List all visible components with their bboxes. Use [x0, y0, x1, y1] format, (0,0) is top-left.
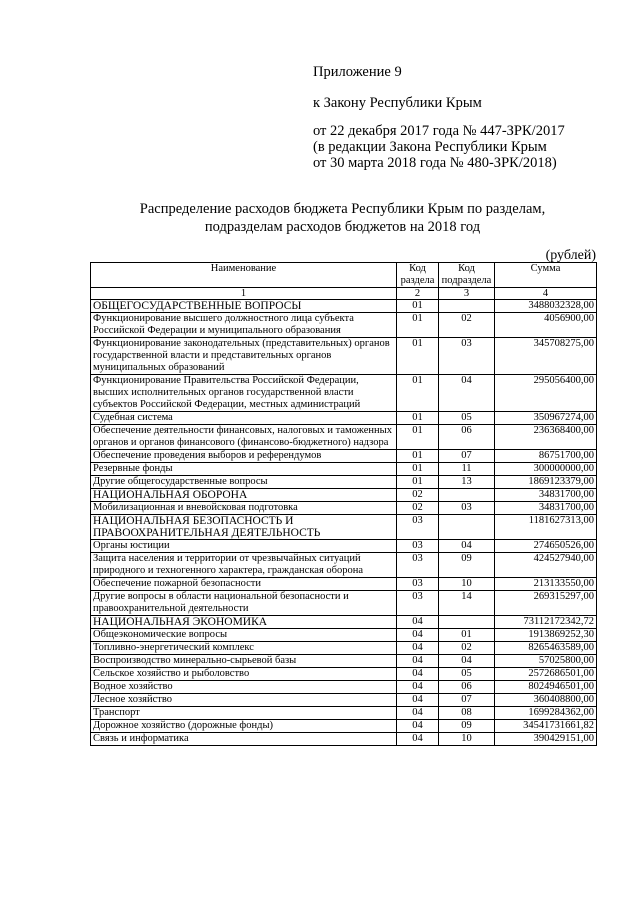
- row-section-code: 01: [397, 338, 439, 375]
- row-name: Другие вопросы в области национальной безопасности и правоохранительной деятельности: [91, 591, 397, 616]
- table-row: [91, 300, 597, 313]
- row-subsection-code: 02: [439, 313, 495, 338]
- row-sum: 269315297,00: [495, 591, 597, 616]
- edition-line-1: (в редакции Закона Республики Крым: [313, 139, 547, 155]
- table-row: [91, 489, 597, 502]
- table-header-row: [91, 263, 597, 288]
- header-subsection-line2: подраздела: [441, 275, 492, 286]
- table-row: [91, 375, 597, 412]
- table-row: [91, 502, 597, 515]
- row-subsection-code: 11: [439, 463, 495, 476]
- row-subsection-code: 10: [439, 578, 495, 591]
- row-name: Транспорт: [91, 707, 397, 720]
- row-section-code: 03: [397, 540, 439, 553]
- table-row: [91, 733, 597, 746]
- table-row: [91, 629, 597, 642]
- table-row: [91, 681, 597, 694]
- row-section-code: 01: [397, 425, 439, 450]
- row-subsection-code: 03: [439, 338, 495, 375]
- header-section-line1: Код: [409, 263, 426, 274]
- column-number-row: [91, 288, 597, 300]
- row-name: Общеэкономические вопросы: [91, 629, 397, 642]
- header-name: Наименование: [91, 263, 397, 288]
- row-subsection-code: 02: [439, 642, 495, 655]
- row-name: Обеспечение проведения выборов и референдумов: [91, 450, 397, 463]
- row-section-code: 02: [397, 502, 439, 515]
- title-line-2: подразделам расходов бюджетов на 2018 год: [204, 219, 481, 235]
- budget-table: [90, 262, 597, 746]
- row-name: Воспроизводство минерально-сырьевой базы: [91, 655, 397, 668]
- row-sum: 1869123379,00: [495, 476, 597, 489]
- row-subsection-code: 01: [439, 629, 495, 642]
- row-sum: 57025800,00: [495, 655, 597, 668]
- column-number: 1: [91, 288, 397, 300]
- row-sum: 1699284362,00: [495, 707, 597, 720]
- row-name: Резервные фонды: [91, 463, 397, 476]
- row-name: Другие общегосударственные вопросы: [91, 476, 397, 489]
- row-subsection-code: 07: [439, 450, 495, 463]
- column-number: 4: [495, 288, 597, 300]
- table-row: [91, 313, 597, 338]
- header-section-code: [397, 263, 439, 288]
- row-section-code: 04: [397, 655, 439, 668]
- table-row: [91, 540, 597, 553]
- row-subsection-code: 14: [439, 591, 495, 616]
- row-sum: 1181627313,00: [495, 515, 597, 540]
- row-name: Связь и информатика: [91, 733, 397, 746]
- header-sum: Сумма: [495, 263, 597, 288]
- row-subsection-code: 10: [439, 733, 495, 746]
- table-row: [91, 694, 597, 707]
- row-sum: 34541731661,82: [495, 720, 597, 733]
- row-subsection-code: 03: [439, 502, 495, 515]
- row-subsection-code: 05: [439, 412, 495, 425]
- row-sum: 390429151,00: [495, 733, 597, 746]
- row-name: Водное хозяйство: [91, 681, 397, 694]
- unit-label: (рублей): [545, 248, 596, 263]
- row-subsection-code: 04: [439, 655, 495, 668]
- row-subsection-code: [439, 300, 495, 313]
- row-section-code: 04: [397, 733, 439, 746]
- table-row: [91, 425, 597, 450]
- row-name: Обеспечение деятельности финансовых, налоговых и таможенных органов и органов финансового (финансово-бюджетного) надзора: [91, 425, 397, 450]
- row-subsection-code: 04: [439, 375, 495, 412]
- row-name: Сельское хозяйство и рыболовство: [91, 668, 397, 681]
- row-subsection-code: 04: [439, 540, 495, 553]
- law-reference: к Закону Республики Крым: [313, 95, 482, 111]
- row-sum: 34831700,00: [495, 502, 597, 515]
- table-row: [91, 450, 597, 463]
- table-row: [91, 655, 597, 668]
- row-section-code: 04: [397, 720, 439, 733]
- row-section-code: 04: [397, 694, 439, 707]
- row-sum: 8265463589,00: [495, 642, 597, 655]
- row-section-code: 04: [397, 642, 439, 655]
- row-section-code: 03: [397, 553, 439, 578]
- row-name: Судебная система: [91, 412, 397, 425]
- table-row: [91, 515, 597, 540]
- row-sum: 350967274,00: [495, 412, 597, 425]
- row-subsection-code: 13: [439, 476, 495, 489]
- column-number: 3: [439, 288, 495, 300]
- document-title: [90, 200, 595, 236]
- table-row: [91, 720, 597, 733]
- row-name: НАЦИОНАЛЬНАЯ ОБОРОНА: [91, 489, 397, 502]
- row-name: Защита населения и территории от чрезвычайных ситуаций природного и техногенного характера, гражданская оборона: [91, 553, 397, 578]
- row-sum: 3488032328,00: [495, 300, 597, 313]
- table-row: [91, 412, 597, 425]
- row-section-code: 01: [397, 476, 439, 489]
- row-name: Топливно-энергетический комплекс: [91, 642, 397, 655]
- column-number: 2: [397, 288, 439, 300]
- edition-line-2: от 30 марта 2018 года № 480-ЗРК/2018): [313, 155, 557, 171]
- row-name: Органы юстиции: [91, 540, 397, 553]
- table-row: [91, 338, 597, 375]
- row-sum: 4056900,00: [495, 313, 597, 338]
- row-name: НАЦИОНАЛЬНАЯ ЭКОНОМИКА: [91, 616, 397, 629]
- row-section-code: 03: [397, 578, 439, 591]
- table-row: [91, 616, 597, 629]
- row-name: Функционирование Правительства Российской Федерации, высших исполнительных органов государственной власти субъектов Российской Федерации, местных администраций: [91, 375, 397, 412]
- header-subsection-line1: Код: [458, 263, 475, 274]
- row-name: Мобилизационная и вневойсковая подготовка: [91, 502, 397, 515]
- row-sum: 300000000,00: [495, 463, 597, 476]
- table-row: [91, 476, 597, 489]
- row-section-code: 04: [397, 681, 439, 694]
- row-subsection-code: 06: [439, 681, 495, 694]
- row-sum: 2572686501,00: [495, 668, 597, 681]
- row-subsection-code: 05: [439, 668, 495, 681]
- row-name: Обеспечение пожарной безопасности: [91, 578, 397, 591]
- table-row: [91, 642, 597, 655]
- header-subsection-code: [439, 263, 495, 288]
- row-subsection-code: [439, 489, 495, 502]
- row-subsection-code: 08: [439, 707, 495, 720]
- table-row: [91, 668, 597, 681]
- row-sum: 8024946501,00: [495, 681, 597, 694]
- row-subsection-code: [439, 616, 495, 629]
- row-sum: 274650526,00: [495, 540, 597, 553]
- row-sum: 213133550,00: [495, 578, 597, 591]
- row-name: Функционирование законодательных (представительных) органов государственной власти и представительных органов муниципальных образований: [91, 338, 397, 375]
- row-sum: 34831700,00: [495, 489, 597, 502]
- table-row: [91, 707, 597, 720]
- row-sum: 345708275,00: [495, 338, 597, 375]
- row-name: ОБЩЕГОСУДАРСТВЕННЫЕ ВОПРОСЫ: [91, 300, 397, 313]
- row-subsection-code: 06: [439, 425, 495, 450]
- row-name: Дорожное хозяйство (дорожные фонды): [91, 720, 397, 733]
- table-row: [91, 463, 597, 476]
- row-section-code: 01: [397, 375, 439, 412]
- row-section-code: 02: [397, 489, 439, 502]
- appendix-label: Приложение 9: [313, 64, 402, 80]
- table-row: [91, 578, 597, 591]
- row-section-code: 04: [397, 616, 439, 629]
- table-row: [91, 591, 597, 616]
- row-name: Функционирование высшего должностного лица субъекта Российской Федерации и муниципального образования: [91, 313, 397, 338]
- header-section-line2: раздела: [400, 275, 435, 286]
- row-sum: 86751700,00: [495, 450, 597, 463]
- row-sum: 360408800,00: [495, 694, 597, 707]
- row-sum: 73112172342,72: [495, 616, 597, 629]
- law-date-line: от 22 декабря 2017 года № 447-ЗРК/2017: [313, 123, 565, 139]
- row-section-code: 04: [397, 707, 439, 720]
- row-subsection-code: [439, 515, 495, 540]
- row-section-code: 01: [397, 412, 439, 425]
- row-section-code: 01: [397, 463, 439, 476]
- row-section-code: 01: [397, 313, 439, 338]
- table-row: [91, 553, 597, 578]
- row-subsection-code: 09: [439, 720, 495, 733]
- row-name: Лесное хозяйство: [91, 694, 397, 707]
- row-name: НАЦИОНАЛЬНАЯ БЕЗОПАСНОСТЬ И ПРАВООХРАНИТЕЛЬНАЯ ДЕЯТЕЛЬНОСТЬ: [91, 515, 397, 540]
- row-sum: 424527940,00: [495, 553, 597, 578]
- row-sum: 1913869252,30: [495, 629, 597, 642]
- row-section-code: 04: [397, 629, 439, 642]
- appendix-header: [313, 64, 565, 171]
- row-section-code: 03: [397, 591, 439, 616]
- row-sum: 236368400,00: [495, 425, 597, 450]
- row-section-code: 01: [397, 300, 439, 313]
- row-section-code: 04: [397, 668, 439, 681]
- row-subsection-code: 07: [439, 694, 495, 707]
- row-section-code: 01: [397, 450, 439, 463]
- row-subsection-code: 09: [439, 553, 495, 578]
- title-line-1: Распределение расходов бюджета Республики Крым по разделам,: [139, 201, 546, 217]
- row-section-code: 03: [397, 515, 439, 540]
- row-sum: 295056400,00: [495, 375, 597, 412]
